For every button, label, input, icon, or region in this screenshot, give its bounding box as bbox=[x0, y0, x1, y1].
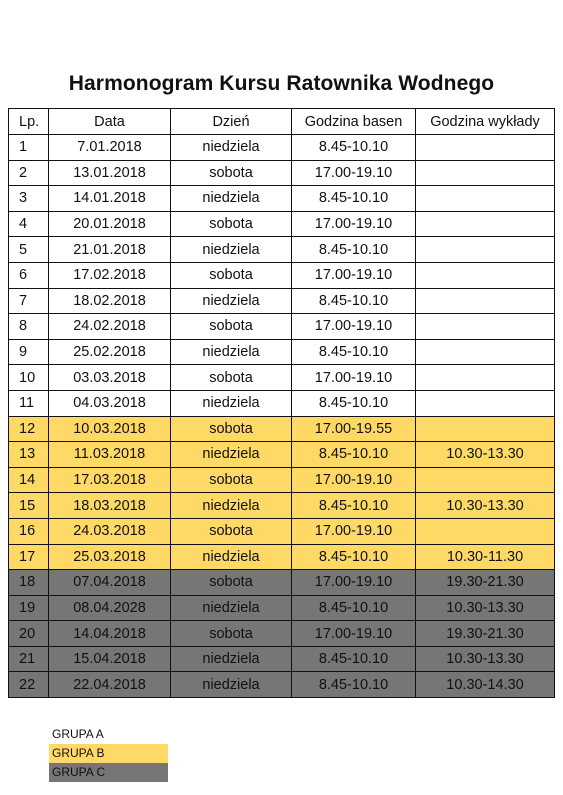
day-cell: sobota bbox=[171, 570, 292, 596]
day-cell: sobota bbox=[171, 262, 292, 288]
row-number-cell: 7 bbox=[9, 288, 49, 314]
pool-hours-cell: 8.45-10.10 bbox=[292, 493, 416, 519]
date-cell: 17.02.2018 bbox=[49, 262, 171, 288]
column-header-godzina-wyklady: Godzina wykłady bbox=[416, 109, 555, 135]
lecture-hours-cell: 10.30-13.30 bbox=[416, 646, 555, 672]
date-cell: 04.03.2018 bbox=[49, 390, 171, 416]
lecture-hours-cell: 10.30-14.30 bbox=[416, 672, 555, 698]
lecture-hours-cell bbox=[416, 160, 555, 186]
table-row bbox=[9, 288, 555, 314]
row-number-cell: 22 bbox=[9, 672, 49, 698]
day-cell: niedziela bbox=[171, 672, 292, 698]
day-cell: sobota bbox=[171, 621, 292, 647]
lecture-hours-cell bbox=[416, 390, 555, 416]
lecture-hours-cell bbox=[416, 262, 555, 288]
pool-hours-cell: 17.00-19.10 bbox=[292, 365, 416, 391]
column-header-godzina-basen: Godzina basen bbox=[292, 109, 416, 135]
row-number-cell: 6 bbox=[9, 262, 49, 288]
row-number-cell: 20 bbox=[9, 621, 49, 647]
date-cell: 13.01.2018 bbox=[49, 160, 171, 186]
row-number-cell: 3 bbox=[9, 186, 49, 212]
row-number-cell: 15 bbox=[9, 493, 49, 519]
day-cell: sobota bbox=[171, 416, 292, 442]
day-cell: niedziela bbox=[171, 646, 292, 672]
pool-hours-cell: 17.00-19.10 bbox=[292, 570, 416, 596]
table-row bbox=[9, 493, 555, 519]
day-cell: niedziela bbox=[171, 442, 292, 468]
date-cell: 21.01.2018 bbox=[49, 237, 171, 263]
day-cell: sobota bbox=[171, 314, 292, 340]
page-title: Harmonogram Kursu Ratownika Wodnego bbox=[68, 72, 495, 95]
pool-hours-cell: 8.45-10.10 bbox=[292, 288, 416, 314]
day-cell: niedziela bbox=[171, 390, 292, 416]
table-row bbox=[9, 442, 555, 468]
row-number-cell: 4 bbox=[9, 211, 49, 237]
lecture-hours-cell: 19.30-21.30 bbox=[416, 570, 555, 596]
pool-hours-cell: 8.45-10.10 bbox=[292, 646, 416, 672]
table-row bbox=[9, 416, 555, 442]
table-row bbox=[9, 135, 555, 161]
date-cell: 11.03.2018 bbox=[49, 442, 171, 468]
pool-hours-cell: 8.45-10.10 bbox=[292, 390, 416, 416]
date-cell: 25.03.2018 bbox=[49, 544, 171, 570]
table-body bbox=[9, 135, 555, 698]
date-cell: 22.04.2018 bbox=[49, 672, 171, 698]
column-header-dzien: Dzień bbox=[171, 109, 292, 135]
date-cell: 14.04.2018 bbox=[49, 621, 171, 647]
row-number-cell: 10 bbox=[9, 365, 49, 391]
pool-hours-cell: 17.00-19.10 bbox=[292, 621, 416, 647]
table-row bbox=[9, 186, 555, 212]
day-cell: niedziela bbox=[171, 186, 292, 212]
pool-hours-cell: 8.45-10.10 bbox=[292, 442, 416, 468]
row-number-cell: 17 bbox=[9, 544, 49, 570]
lecture-hours-cell bbox=[416, 314, 555, 340]
pool-hours-cell: 17.00-19.10 bbox=[292, 314, 416, 340]
day-cell: niedziela bbox=[171, 288, 292, 314]
date-cell: 17.03.2018 bbox=[49, 467, 171, 493]
pool-hours-cell: 8.45-10.10 bbox=[292, 186, 416, 212]
legend bbox=[49, 725, 168, 782]
table-row bbox=[9, 390, 555, 416]
pool-hours-cell: 8.45-10.10 bbox=[292, 672, 416, 698]
lecture-hours-cell bbox=[416, 288, 555, 314]
table-row bbox=[9, 595, 555, 621]
pool-hours-cell: 17.00-19.10 bbox=[292, 211, 416, 237]
table-row bbox=[9, 237, 555, 263]
row-number-cell: 8 bbox=[9, 314, 49, 340]
day-cell: niedziela bbox=[171, 595, 292, 621]
date-cell: 18.02.2018 bbox=[49, 288, 171, 314]
column-header-data: Data bbox=[49, 109, 171, 135]
lecture-hours-cell bbox=[416, 211, 555, 237]
lecture-hours-cell: 10.30-13.30 bbox=[416, 442, 555, 468]
pool-hours-cell: 8.45-10.10 bbox=[292, 595, 416, 621]
row-number-cell: 18 bbox=[9, 570, 49, 596]
lecture-hours-cell: 10.30-13.30 bbox=[416, 595, 555, 621]
lecture-hours-cell bbox=[416, 237, 555, 263]
row-number-cell: 16 bbox=[9, 518, 49, 544]
row-number-cell: 5 bbox=[9, 237, 49, 263]
legend-item-grupa-c: GRUPA C bbox=[49, 763, 168, 782]
row-number-cell: 1 bbox=[9, 135, 49, 161]
date-cell: 08.04.2028 bbox=[49, 595, 171, 621]
legend-item-grupa-b: GRUPA B bbox=[49, 744, 168, 763]
table-row bbox=[9, 621, 555, 647]
lecture-hours-cell: 10.30-13.30 bbox=[416, 493, 555, 519]
table-row bbox=[9, 262, 555, 288]
date-cell: 18.03.2018 bbox=[49, 493, 171, 519]
row-number-cell: 13 bbox=[9, 442, 49, 468]
day-cell: sobota bbox=[171, 467, 292, 493]
pool-hours-cell: 8.45-10.10 bbox=[292, 237, 416, 263]
day-cell: sobota bbox=[171, 518, 292, 544]
date-cell: 10.03.2018 bbox=[49, 416, 171, 442]
date-cell: 24.02.2018 bbox=[49, 314, 171, 340]
pool-hours-cell: 17.00-19.10 bbox=[292, 160, 416, 186]
lecture-hours-cell bbox=[416, 467, 555, 493]
lecture-hours-cell: 19.30-21.30 bbox=[416, 621, 555, 647]
lecture-hours-cell bbox=[416, 186, 555, 212]
schedule-table bbox=[8, 108, 555, 698]
day-cell: sobota bbox=[171, 160, 292, 186]
table-header-row bbox=[9, 109, 555, 135]
table-row bbox=[9, 160, 555, 186]
lecture-hours-cell bbox=[416, 416, 555, 442]
day-cell: sobota bbox=[171, 365, 292, 391]
table-row bbox=[9, 314, 555, 340]
table-row bbox=[9, 365, 555, 391]
legend-item-grupa-a: GRUPA A bbox=[52, 727, 104, 741]
row-number-cell: 12 bbox=[9, 416, 49, 442]
table-row bbox=[9, 646, 555, 672]
date-cell: 25.02.2018 bbox=[49, 339, 171, 365]
day-cell: niedziela bbox=[171, 339, 292, 365]
table-row bbox=[9, 211, 555, 237]
table-row bbox=[9, 467, 555, 493]
date-cell: 14.01.2018 bbox=[49, 186, 171, 212]
column-header-lp: Lp. bbox=[9, 109, 49, 135]
lecture-hours-cell bbox=[416, 135, 555, 161]
pool-hours-cell: 8.45-10.10 bbox=[292, 339, 416, 365]
pool-hours-cell: 17.00-19.10 bbox=[292, 467, 416, 493]
date-cell: 7.01.2018 bbox=[49, 135, 171, 161]
row-number-cell: 14 bbox=[9, 467, 49, 493]
pool-hours-cell: 17.00-19.10 bbox=[292, 518, 416, 544]
pool-hours-cell: 17.00-19.10 bbox=[292, 262, 416, 288]
row-number-cell: 21 bbox=[9, 646, 49, 672]
date-cell: 15.04.2018 bbox=[49, 646, 171, 672]
row-number-cell: 11 bbox=[9, 390, 49, 416]
day-cell: niedziela bbox=[171, 493, 292, 519]
row-number-cell: 9 bbox=[9, 339, 49, 365]
table-row bbox=[9, 339, 555, 365]
day-cell: niedziela bbox=[171, 237, 292, 263]
day-cell: niedziela bbox=[171, 544, 292, 570]
lecture-hours-cell: 10.30-11.30 bbox=[416, 544, 555, 570]
table-row bbox=[9, 544, 555, 570]
day-cell: sobota bbox=[171, 211, 292, 237]
row-number-cell: 19 bbox=[9, 595, 49, 621]
lecture-hours-cell bbox=[416, 365, 555, 391]
pool-hours-cell: 8.45-10.10 bbox=[292, 544, 416, 570]
day-cell: niedziela bbox=[171, 135, 292, 161]
date-cell: 03.03.2018 bbox=[49, 365, 171, 391]
row-number-cell: 2 bbox=[9, 160, 49, 186]
lecture-hours-cell bbox=[416, 518, 555, 544]
table-row bbox=[9, 518, 555, 544]
date-cell: 07.04.2018 bbox=[49, 570, 171, 596]
table-row bbox=[9, 672, 555, 698]
date-cell: 20.01.2018 bbox=[49, 211, 171, 237]
table-row bbox=[9, 570, 555, 596]
pool-hours-cell: 8.45-10.10 bbox=[292, 135, 416, 161]
lecture-hours-cell bbox=[416, 339, 555, 365]
pool-hours-cell: 17.00-19.55 bbox=[292, 416, 416, 442]
date-cell: 24.03.2018 bbox=[49, 518, 171, 544]
